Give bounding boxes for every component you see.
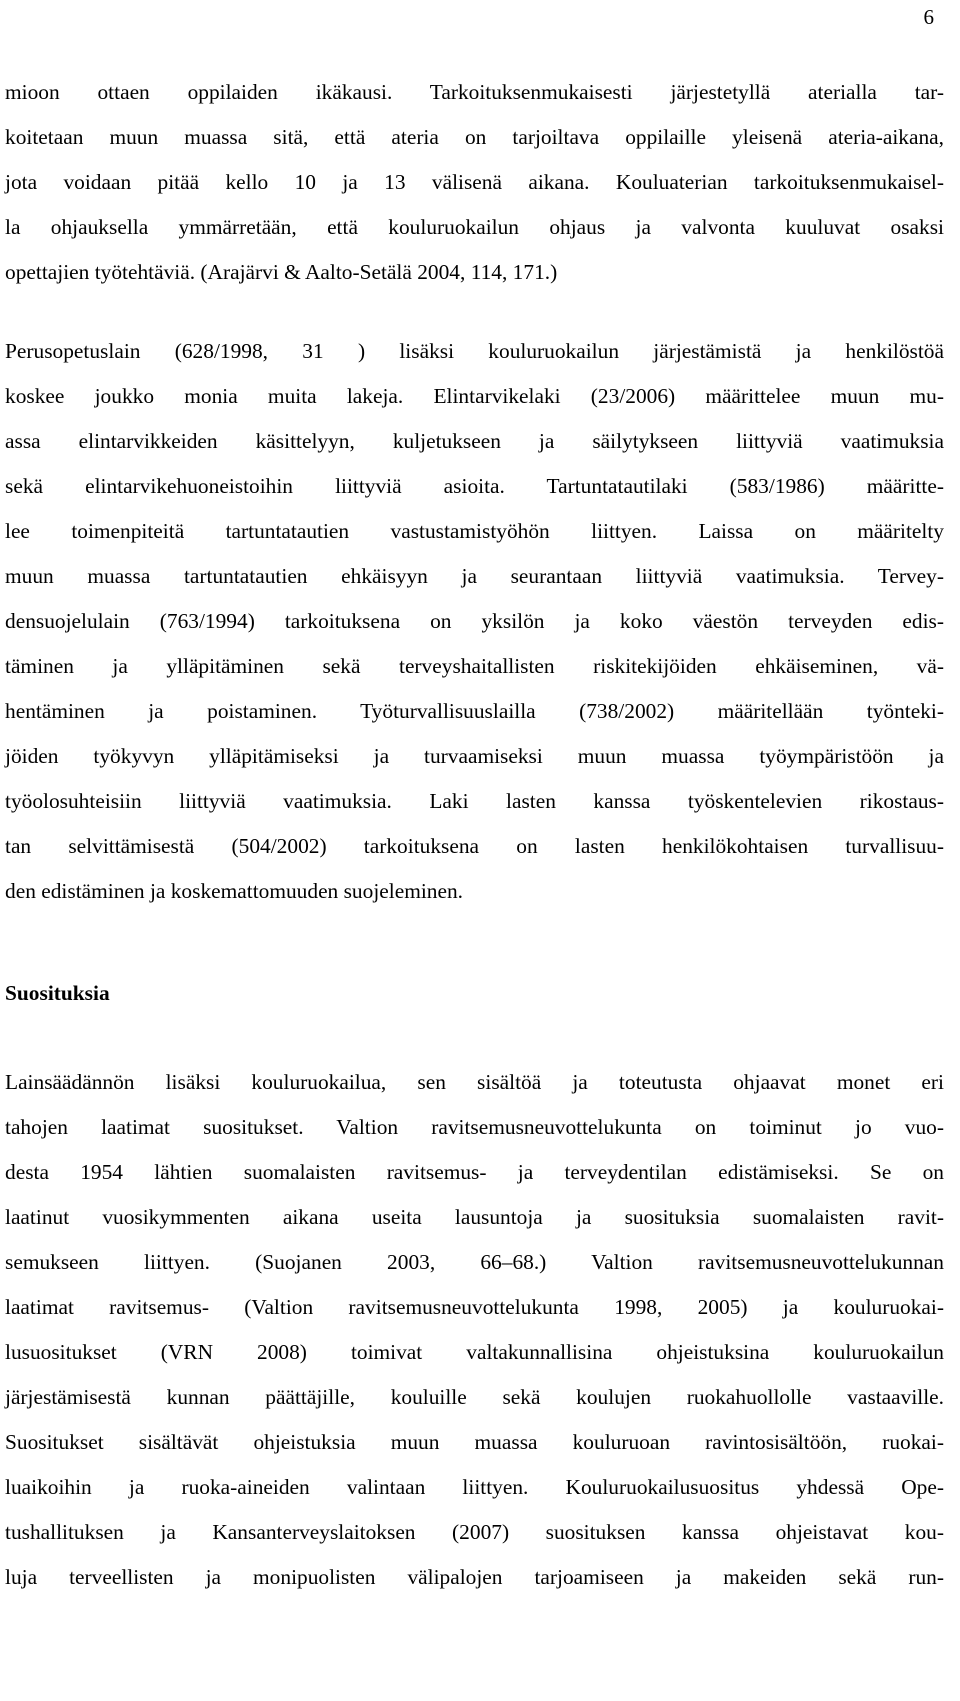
text-line: den edistäminen ja koskemattomuuden suojeleminen.: [5, 879, 464, 903]
text-line: täminen ja ylläpitäminen sekä terveyshaitallisten riskitekijöiden ehkäiseminen, vä-: [5, 654, 944, 678]
text-line: Perusopetuslain (628/1998, 31 ) lisäksi kouluruokailun järjestämistä ja henkilöstöä: [5, 339, 944, 363]
text-line: järjestämisestä kunnan päättäjille, kouluille sekä koulujen ruokahuollolle vastaaville.: [5, 1385, 944, 1409]
text-line: muun muassa tartuntatautien ehkäisyyn ja seurantaan liittyviä vaatimuksia. Tervey-: [5, 564, 944, 588]
text-line: jöiden työkyvyn ylläpitämiseksi ja turvaamiseksi muun muassa työympäristöön ja: [5, 744, 944, 768]
text-line: sekä elintarvikehuoneistoihin liittyviä asioita. Tartuntatautilaki (583/1986) määritte-: [5, 474, 944, 498]
text-line: lee toimenpiteitä tartuntatautien vastustamistyöhön liittyen. Laissa on määritelty: [5, 519, 944, 543]
text-line: työolosuhteisiin liittyviä vaatimuksia. Laki lasten kanssa työskentelevien rikostaus-: [5, 789, 944, 813]
text-line: densuojelulain (763/1994) tarkoituksena on yksilön ja koko väestön terveyden edis-: [5, 609, 944, 633]
text-line: lusuositukset (VRN 2008) toimivat valtakunnallisina ohjeistuksina kouluruokailun: [5, 1340, 944, 1364]
section-spacer: [5, 914, 944, 971]
text-line: assa elintarvikkeiden käsittelyyn, kuljetukseen ja säilytykseen liittyviä vaatimuksia: [5, 429, 944, 453]
text-line: laatimat ravitsemus- (Valtion ravitsemusneuvottelukunta 1998, 2005) ja kouluruokai-: [5, 1295, 944, 1319]
paragraph-3: [5, 1060, 944, 1600]
text-line: luja terveellisten ja monipuolisten välipalojen tarjoamiseen ja makeiden sekä run-: [5, 1565, 944, 1589]
text-line: la ohjauksella ymmärretään, että kouluruokailun ohjaus ja valvonta kuuluvat osaksi: [5, 215, 944, 239]
text-line: Suositukset sisältävät ohjeistuksia muun muassa kouluruoan ravintosisältöön, ruokai-: [5, 1430, 944, 1454]
page-number: 6: [923, 5, 934, 29]
text-line: semukseen liittyen. (Suojanen 2003, 66–68.) Valtion ravitsemusneuvottelukunnan: [5, 1250, 944, 1274]
text-line: mioon ottaen oppilaiden ikäkausi. Tarkoituksenmukaisesti järjestetyllä aterialla tar-: [5, 80, 944, 104]
text-line: laatinut vuosikymmenten aikana useita lausuntoja ja suosituksia suomalaisten ravit-: [5, 1205, 944, 1229]
text-line: opettajien työtehtäviä. (Arajärvi & Aalto-Setälä 2004, 114, 171.): [5, 260, 558, 284]
text-line: luaikoihin ja ruoka-aineiden valintaan liittyen. Kouluruokailusuositus yhdessä Ope-: [5, 1475, 944, 1499]
text-line: koitetaan muun muassa sitä, että ateria on tarjoiltava oppilaille yleisenä ateria-aikana,: [5, 125, 944, 149]
section-heading: Suosituksia: [5, 981, 110, 1005]
text-line: koskee joukko monia muita lakeja. Elintarvikelaki (23/2006) määrittelee muun mu-: [5, 384, 944, 408]
text-line: desta 1954 lähtien suomalaisten ravitsemus- ja terveydentilan edistämiseksi. Se on: [5, 1160, 944, 1184]
text-line: Lainsäädännön lisäksi kouluruokailua, sen sisältöä ja toteutusta ohjaavat monet eri: [5, 1070, 944, 1094]
text-line: tan selvittämisestä (504/2002) tarkoituksena on lasten henkilökohtaisen turvallisuu-: [5, 834, 944, 858]
text-line: jota voidaan pitää kello 10 ja 13 välisenä aikana. Kouluaterian tarkoituksenmukaisel-: [5, 170, 944, 194]
text-line: tahojen laatimat suositukset. Valtion ravitsemusneuvottelukunta on toiminut jo vuo-: [5, 1115, 944, 1139]
text-line: hentäminen ja poistaminen. Työturvallisuuslailla (738/2002) määritellään työnteki-: [5, 699, 944, 723]
text-line: tushallituksen ja Kansanterveyslaitoksen (2007) suosituksen kanssa ohjeistavat kou-: [5, 1520, 944, 1544]
document-body: [0, 70, 944, 1600]
paragraph-1: [5, 70, 944, 295]
paragraph-2: [5, 329, 944, 914]
heading-spacer: [5, 1016, 944, 1060]
paragraph-spacer: [5, 295, 944, 329]
